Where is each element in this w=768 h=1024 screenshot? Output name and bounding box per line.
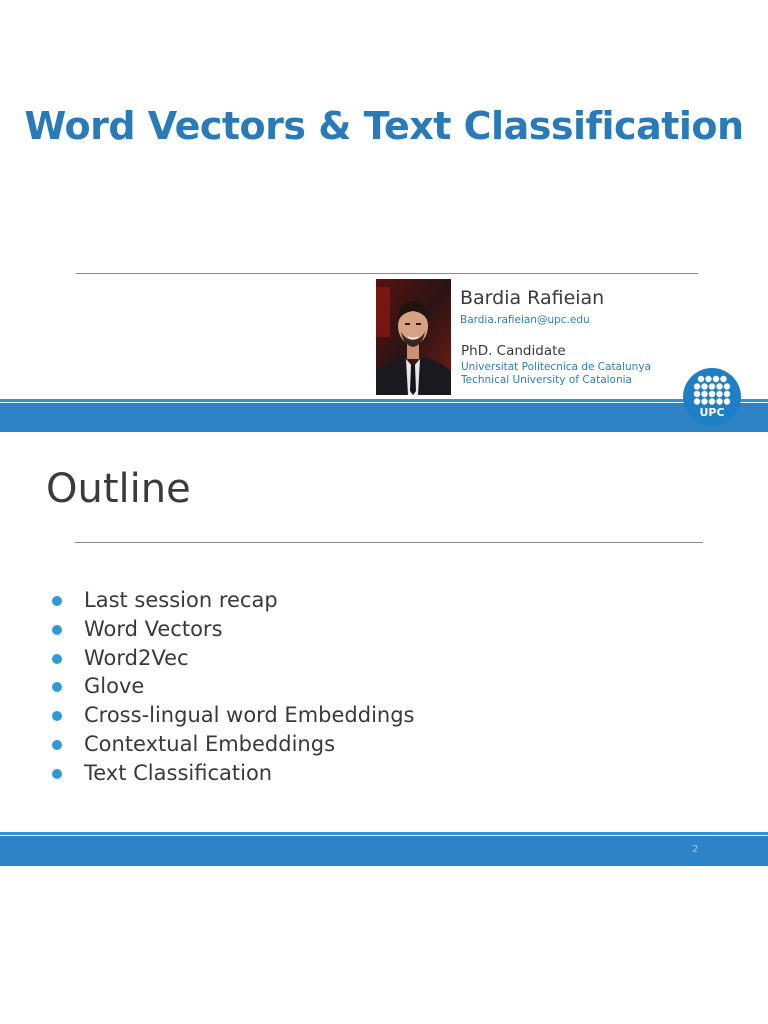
- outline-list: [48, 586, 414, 788]
- presenter-name: Bardia Rafieian: [460, 287, 605, 309]
- bullet-icon: [52, 769, 62, 779]
- footer-accent-line: [0, 399, 768, 402]
- list-item-text: Contextual Embeddings: [84, 731, 336, 756]
- list-item-text: Word2Vec: [84, 645, 189, 670]
- presenter-email[interactable]: Bardia.rafieian@upc.edu: [460, 314, 590, 326]
- list-item: [48, 615, 414, 644]
- list-item-text: Word Vectors: [84, 616, 223, 641]
- list-item-text: Cross-lingual word Embeddings: [84, 703, 415, 728]
- outline-divider: [75, 542, 703, 543]
- page-number: 2: [692, 844, 699, 855]
- list-item: [48, 759, 414, 788]
- presenter-photo: [376, 279, 451, 395]
- upc-logo: [683, 368, 741, 426]
- title-divider: [76, 273, 698, 274]
- bullet-icon: [52, 740, 62, 750]
- list-item-text: Last session recap: [84, 588, 278, 612]
- list-item: [48, 644, 414, 673]
- footer-bar: [0, 403, 768, 432]
- bullet-icon: [52, 711, 62, 721]
- footer-bar: [0, 836, 768, 866]
- list-item-text: Text Classification: [84, 760, 273, 785]
- title-slide: [0, 0, 768, 432]
- list-item: [48, 730, 414, 759]
- outline-title: Outline: [46, 466, 191, 512]
- outline-slide: [0, 432, 768, 866]
- presenter-role: PhD. Candidate: [461, 343, 566, 359]
- list-item: [48, 672, 414, 701]
- presenter-affiliation-english: Technical University of Catalonia: [461, 374, 632, 386]
- bullet-icon: [52, 596, 62, 606]
- list-item-text: Glove: [84, 674, 145, 699]
- bullet-icon: [52, 654, 62, 664]
- list-item: [48, 586, 414, 615]
- footer-accent-line: [0, 832, 768, 835]
- slide-title: Word Vectors & Text Classification: [24, 104, 744, 148]
- list-item: [48, 701, 414, 730]
- bullet-icon: [52, 682, 62, 692]
- presenter-affiliation: Universitat Politecnica de Catalunya: [461, 361, 651, 373]
- bullet-icon: [52, 625, 62, 635]
- logo-text: UPC: [699, 406, 725, 419]
